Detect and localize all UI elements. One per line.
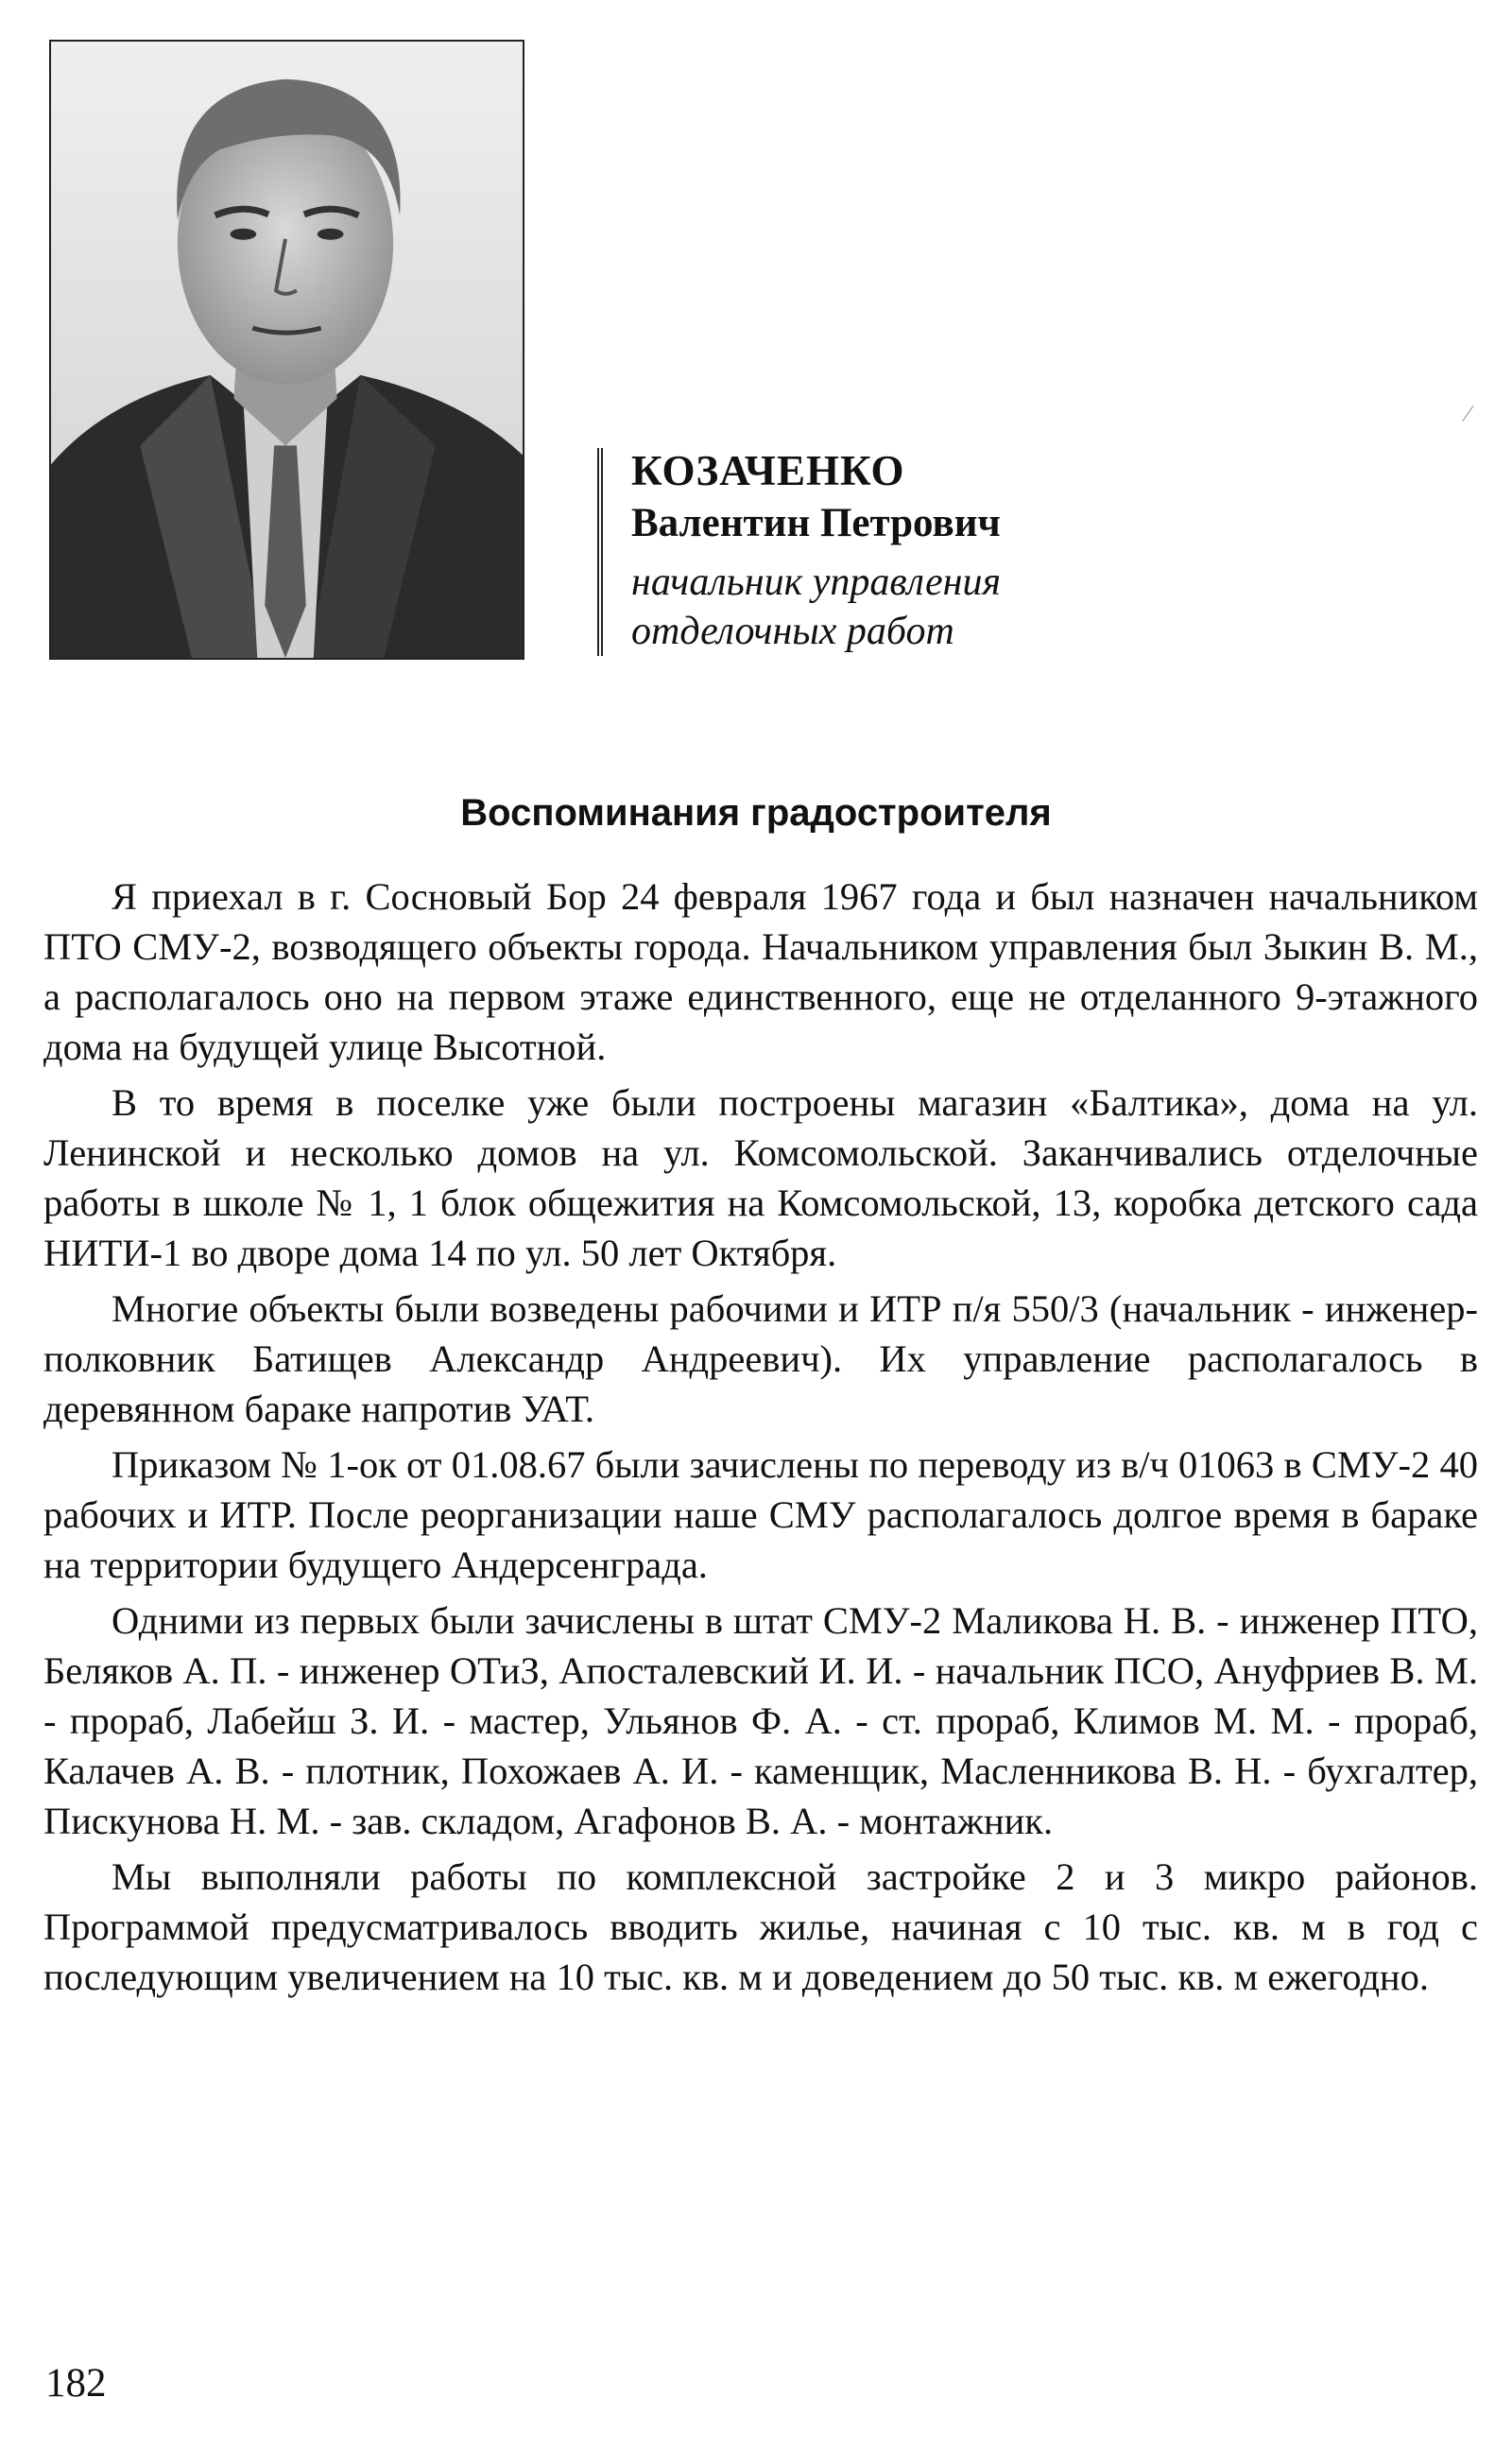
article-paragraph: Одними из первых были зачислены в штат СМУ-2 Маликова Н. В. - инженер ПТО, Беляков А. П. - инженер ОТиЗ, Апосталевский И. И. - начальник ПСО, Ануфриев В. М. - прораб, Лабейш З. И. - мастер, Ульянов Ф. А. - ст. прораб, Климов М. М. - прораб, Калачев А. В. - плотник, Похожаев А. И. - каменщик, Масленникова В. Н. - бухгалтер, Пискунова Н. М. - зав. складом, Агафонов В. А. - монтажник. [43, 1599, 1478, 1842]
portrait-photo [49, 40, 524, 660]
person-role [631, 558, 1001, 656]
portrait-image [51, 42, 523, 658]
article-paragraph: Я приехал в г. Сосновый Бор 24 февраля 1967 года и был назначен начальником ПТО СМУ-2, возводящего объекты города. Начальником управления был Зыкин В. М., а располагалось оно на первом этаже единственного, еще не отделанного 9-этажного дома на будущей улице Высотной. [43, 875, 1478, 1068]
person-role-line-1: начальник управления [631, 561, 1001, 604]
portrait-caption [597, 444, 1259, 664]
caption-double-rule [597, 448, 603, 656]
article-paragraph: Мы выполняли работы по комплексной застройке 2 и 3 микро районов. Программой предусматривалось вводить жилье, начиная с 10 тыс. кв. м в год с последующим увеличением на 10 тыс. кв. м и доведением до 50 тыс. кв. м ежегодно. [43, 1855, 1478, 1998]
person-surname: КОЗАЧЕНКО [631, 447, 905, 494]
person-name: Валентин Петрович [631, 501, 1001, 545]
caption-text-block [631, 444, 1001, 656]
article-title: Воспоминания градостроителя [460, 792, 1052, 834]
page-number: 182 [45, 2361, 107, 2406]
article-paragraph: Приказом № 1-ок от 01.08.67 были зачислены по переводу из в/ч 01063 в СМУ-2 40 рабочих и ИТР. После реорганизации наше СМУ располагалось долгое время в бараке на территории будущего Андерсенграда. [43, 1443, 1478, 1586]
person-role-line-2: отделочных работ [631, 610, 954, 653]
article-paragraph: В то время в поселке уже были построены магазин «Балтика», дома на ул. Ленинской и несколько домов на ул. Комсомольской. Заканчивались отделочные работы в школе № 1, 1 блок общежития на Комсомольской, 13, коробка детского сада НИТИ-1 во дворе дома 14 по ул. 50 лет Октября. [43, 1081, 1478, 1274]
article-paragraph: Многие объекты были возведены рабочими и ИТР п/я 550/3 (начальник - инженер-полковник Батищев Александр Андреевич). Их управление располагалось в деревянном бараке напротив УАТ. [43, 1287, 1478, 1430]
article-body [43, 871, 1478, 2008]
print-scratch-mark [1462, 405, 1480, 426]
